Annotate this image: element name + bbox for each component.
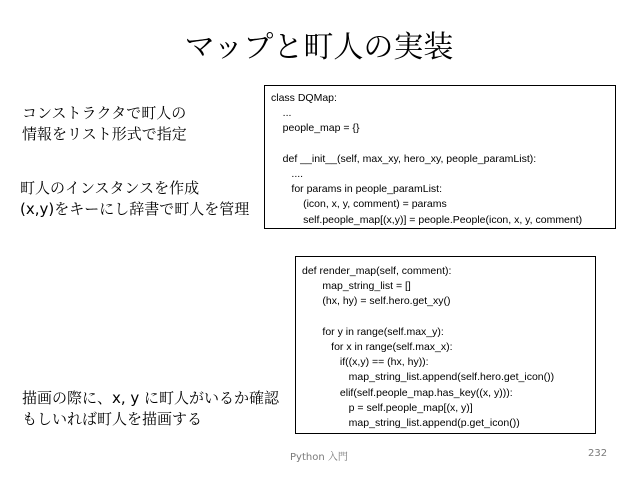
slide-title: マップと町人の実装 xyxy=(184,30,454,65)
constructor-note-line: コンストラクタで町人の xyxy=(22,104,187,122)
code-line: .... xyxy=(271,167,304,180)
render-note xyxy=(22,388,279,430)
code-line: for y in range(self.max_y): xyxy=(302,325,444,338)
code-line xyxy=(302,310,595,325)
code-line: (icon, x, y, comment) = params xyxy=(271,198,447,211)
render-note-line: 描画の際に、x, y に町人がいるか確認 xyxy=(22,389,280,407)
code-line xyxy=(271,137,615,152)
code-line: class DQMap: xyxy=(271,92,337,104)
code-line: self.people_map[(x,y)] = people.People(icon, x, y, comment) xyxy=(271,213,583,226)
code-line: p = self.people_map[(x, y)] xyxy=(302,401,473,414)
code-line: def render_map(self, comment): xyxy=(302,265,452,277)
footer-title: Python 入門 xyxy=(290,452,348,463)
code-line: map_string_list.append(p.get_icon()) xyxy=(302,416,520,429)
code-line: (hx, hy) = self.hero.get_xy() xyxy=(302,295,451,308)
code-line: for params in people_paramList: xyxy=(271,183,442,196)
instance-note-line: (x,y)をキーにし辞書で町人を管理 xyxy=(20,200,250,218)
render-code-box xyxy=(295,256,596,434)
instance-note xyxy=(20,178,249,220)
constructor-note xyxy=(22,103,187,145)
page-number: 232 xyxy=(588,448,608,459)
code-line: map_string_list.append(self.hero.get_icon()) xyxy=(302,371,555,384)
code-line: ... xyxy=(271,107,292,120)
code-line: if((x,y) == (hx, hy)): xyxy=(302,356,429,369)
instance-note-line: 町人のインスタンスを作成 xyxy=(20,179,200,197)
code-line: def __init__(self, max_xy, hero_xy, people_paramList): xyxy=(271,152,537,165)
code-line: elif(self.people_map.has_key((x, y))): xyxy=(302,386,513,399)
render-note-line: もしいれば町人を描画する xyxy=(22,410,203,428)
constructor-note-line: 情報をリスト形式で指定 xyxy=(22,125,187,143)
code-line: for x in range(self.max_x): xyxy=(302,340,453,353)
code-line: people_map = {} xyxy=(271,122,360,135)
class-code-box xyxy=(264,85,616,229)
code-line: map_string_list = [] xyxy=(302,280,411,293)
